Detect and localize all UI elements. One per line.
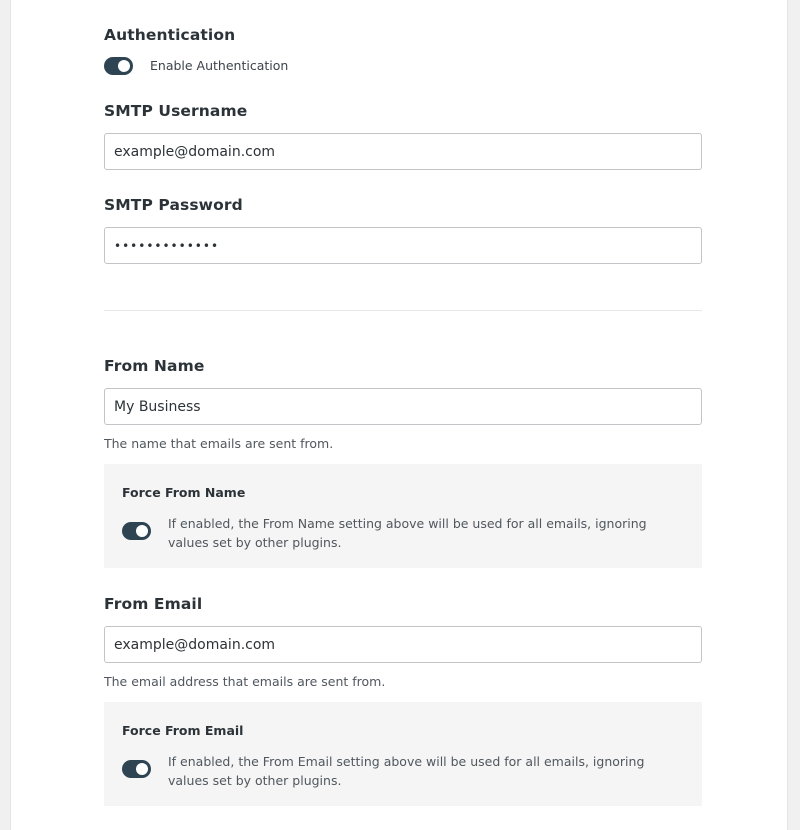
smtp-password-label: SMTP Password — [104, 196, 243, 214]
smtp-password-input[interactable] — [104, 227, 702, 264]
force-from-email-description: If enabled, the From Email setting above will be used for all emails, ignoring values set by other plugins. — [168, 754, 645, 788]
enable-authentication-toggle[interactable] — [104, 57, 133, 75]
force-from-name-box — [104, 464, 702, 568]
force-from-email-title: Force From Email — [122, 723, 244, 738]
authentication-heading: Authentication — [104, 26, 236, 44]
force-from-name-toggle[interactable] — [122, 522, 151, 540]
force-from-email-box — [104, 702, 702, 806]
toggle-knob — [136, 525, 148, 537]
from-name-help: The name that emails are sent from. — [104, 436, 334, 451]
from-email-input[interactable] — [104, 626, 702, 663]
settings-panel — [10, 0, 788, 830]
section-divider — [104, 310, 702, 311]
from-email-help: The email address that emails are sent from. — [104, 674, 386, 689]
toggle-knob — [118, 60, 130, 72]
from-name-label: From Name — [104, 357, 205, 375]
enable-authentication-label: Enable Authentication — [150, 58, 289, 73]
force-from-name-title: Force From Name — [122, 485, 246, 500]
force-from-name-description: If enabled, the From Name setting above will be used for all emails, ignoring values set by other plugins. — [168, 516, 647, 550]
toggle-knob — [136, 763, 148, 775]
force-from-email-toggle[interactable] — [122, 760, 151, 778]
smtp-username-label: SMTP Username — [104, 102, 248, 120]
from-name-input[interactable] — [104, 388, 702, 425]
smtp-username-input[interactable] — [104, 133, 702, 170]
from-email-label: From Email — [104, 595, 203, 613]
